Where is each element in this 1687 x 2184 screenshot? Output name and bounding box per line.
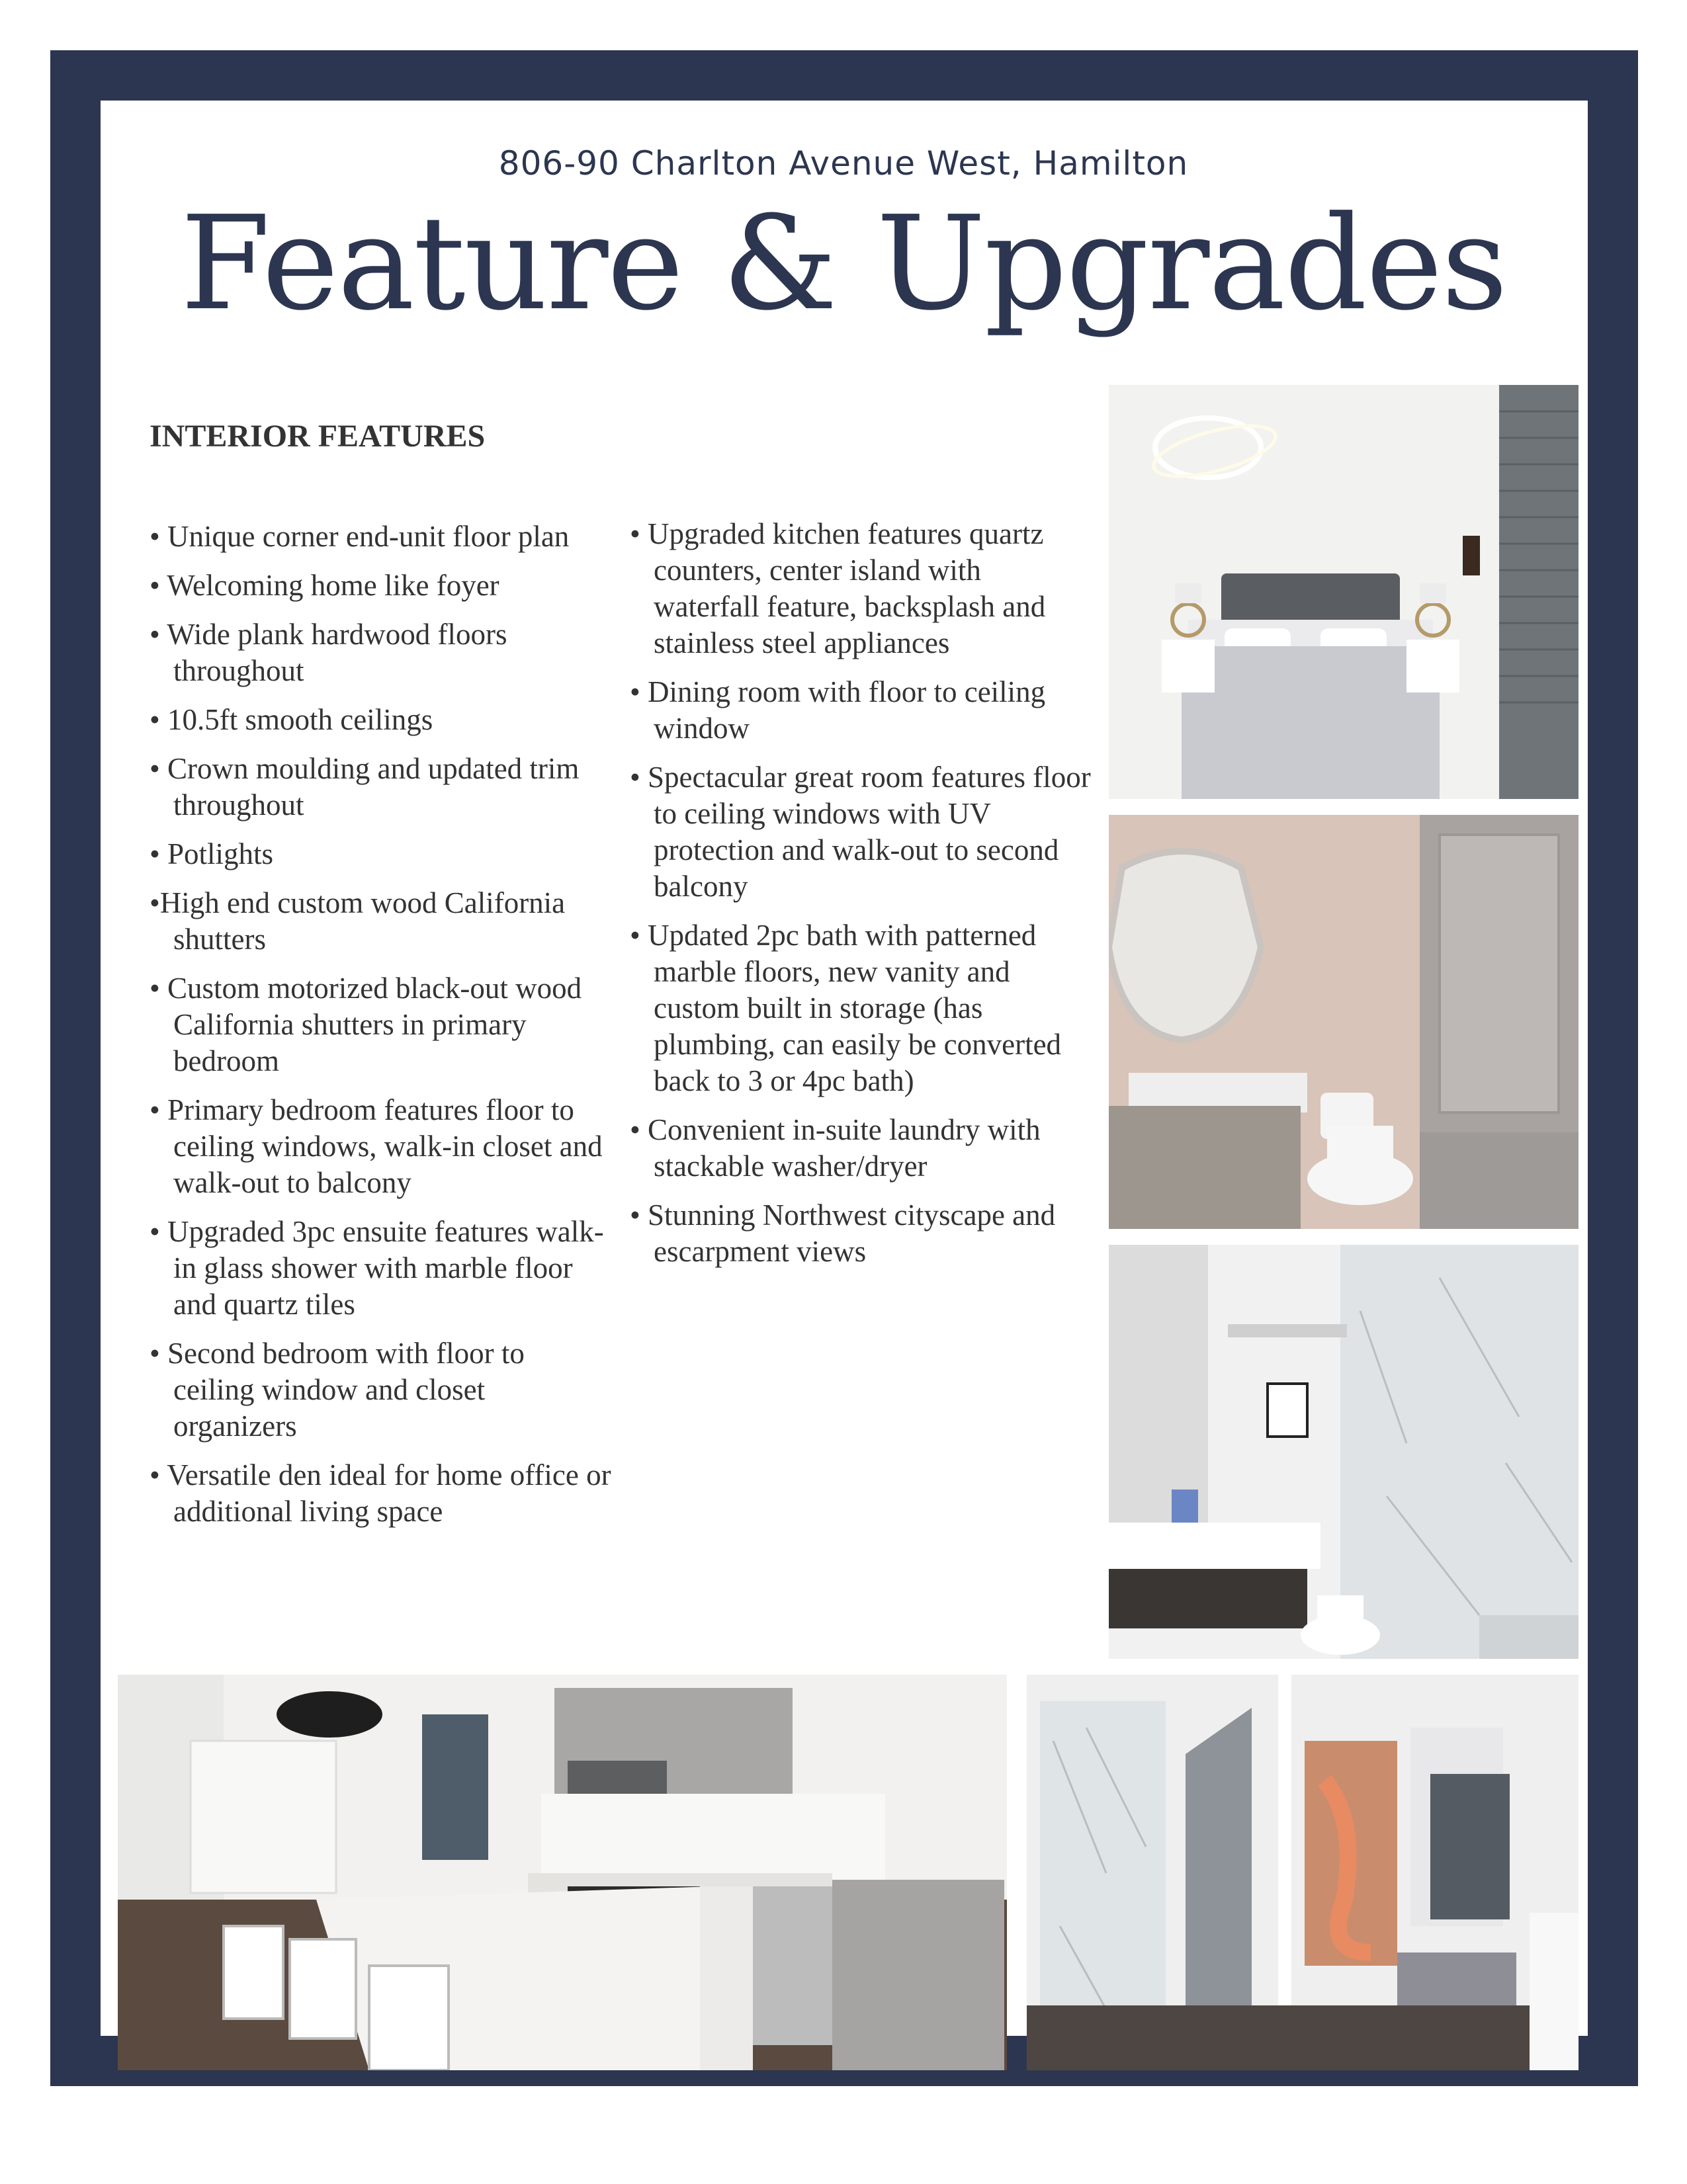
feature-item: • Potlights (150, 837, 274, 870)
kitchen-photo (118, 1675, 1007, 2070)
feature-item: • 10.5ft smooth ceilings (150, 703, 433, 736)
feature-item: • Stunning Northwest cityscape and escarpment views (630, 1198, 1056, 1268)
feature-item: • Custom motorized black-out wood California shutters in primary bedroom (150, 972, 582, 1077)
feature-item: • Versatile den ideal for home office or additional living space (150, 1458, 611, 1528)
feature-item: • Second bedroom with floor to ceiling window and closet organizers (150, 1337, 525, 1443)
bedroom-photo (1109, 385, 1579, 799)
feature-item: • Spectacular great room features floor to ceiling windows with UV protection and walk-out to second balcony (630, 761, 1091, 903)
feature-item: • Wide plank hardwood floors throughout (150, 618, 507, 687)
feature-list-right (630, 516, 1093, 1282)
section-heading-interior: INTERIOR FEATURES (150, 419, 486, 454)
hallway-photo (1027, 1675, 1579, 2070)
feature-item: • Crown moulding and updated trim throughout (150, 752, 580, 821)
ensuite-photo (1109, 1245, 1579, 1659)
feature-item: • Upgraded kitchen features quartz counters, center island with waterfall feature, backsplash and stainless steel appliances (630, 517, 1046, 659)
powder-room-photo (1109, 815, 1579, 1229)
feature-item: • Welcoming home like foyer (150, 569, 499, 602)
feature-list-left (150, 519, 613, 1542)
page-title: Feature & Upgrades (180, 189, 1507, 339)
feature-item: • Unique corner end-unit floor plan (150, 520, 570, 553)
feature-item: • Upgraded 3pc ensuite features walk-in glass shower with marble floor and quartz tiles (150, 1215, 604, 1321)
feature-item: • Dining room with floor to ceiling window (630, 675, 1046, 745)
brokerage-footer: RE/MAX ESCARPMENT GOLFI REALTY INC., Brokerage (546, 2158, 1141, 2184)
feature-item: • Updated 2pc bath with patterned marble floors, new vanity and custom built in storage (has plumbing, can easily be converted back to 3 or 4pc bath) (630, 919, 1062, 1097)
feature-item: • Primary bedroom features floor to ceiling windows, walk-in closet and walk-out to balcony (150, 1093, 603, 1199)
feature-item: • Convenient in-suite laundry with stackable washer/dryer (630, 1113, 1041, 1183)
property-address: 806-90 Charlton Avenue West, Hamilton (498, 144, 1189, 183)
feature-item: •High end custom wood California shutters (150, 886, 566, 956)
